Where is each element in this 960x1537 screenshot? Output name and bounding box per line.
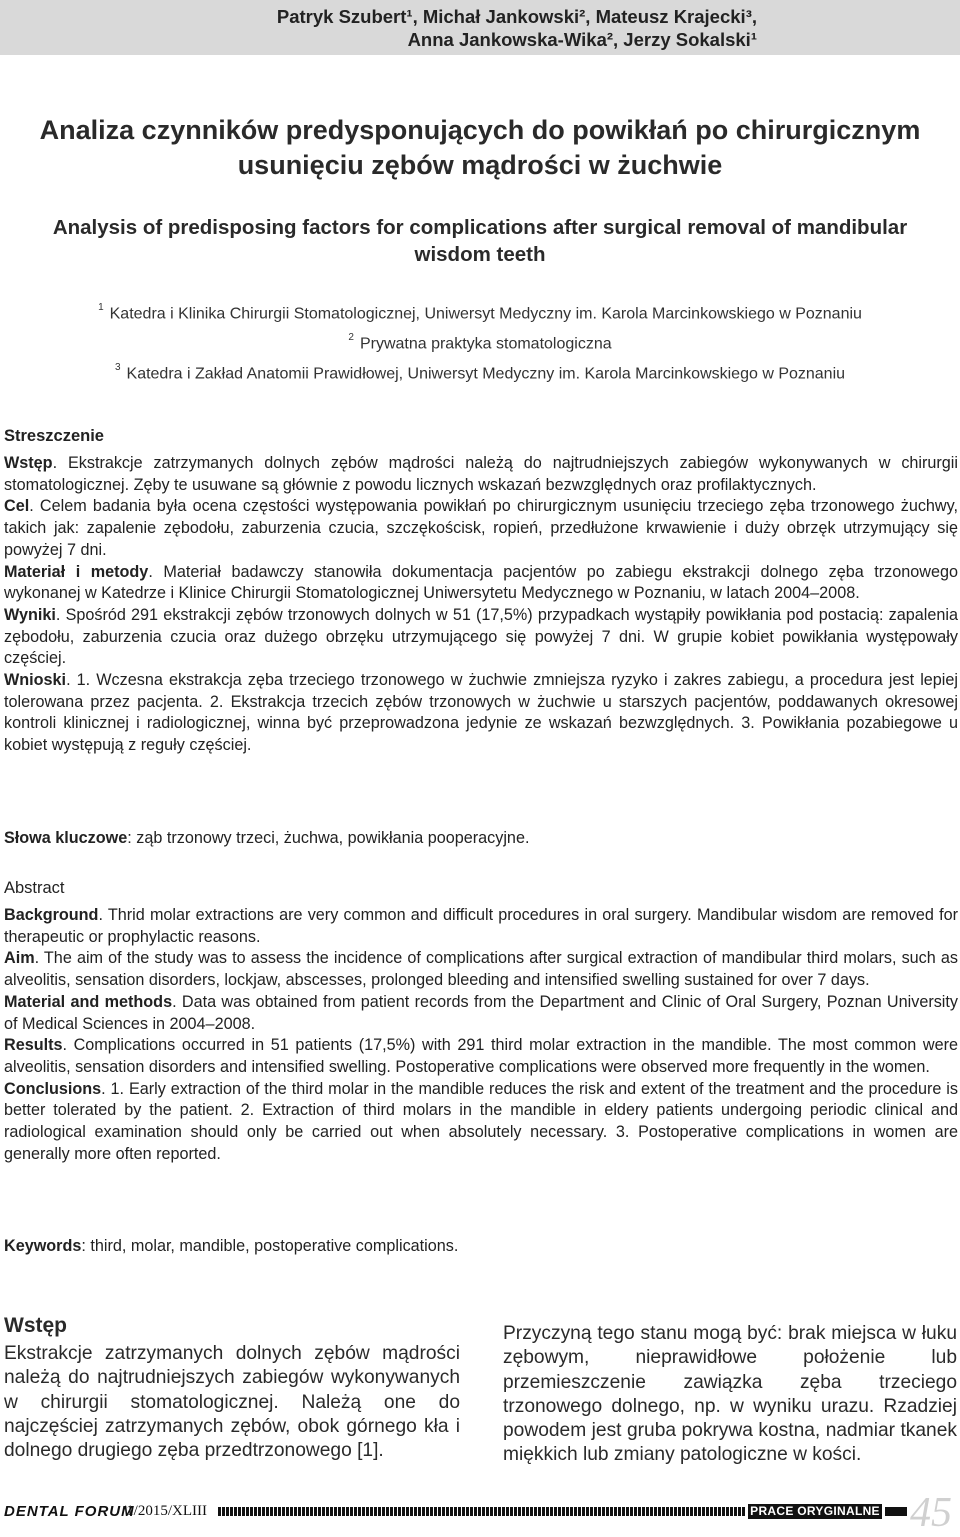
keywords-text: : third, molar, mandible, postoperative complications. — [81, 1237, 459, 1255]
affiliation-text: Katedra i Zakład Anatomii Prawidłowej, Uniwersyt Medyczny im. Karola Marcinkowskiego w Poznaniu — [126, 365, 846, 383]
body-left-paragraph: Ekstrakcje zatrzymanych dolnych zębów mądrości należą do najtrudniejszych zabiegów wykonywanych w chirurgii stomatologicznej. Należą one do najczęściej zatrzymanych zębów, obok górnego kła i dolnego drugiego zęba przedtrzonowego [1]. — [4, 1343, 460, 1462]
title-en-line-1: Analysis of predisposing factors for complications after surgical removal of mandibular — [52, 216, 908, 239]
affiliation-1 — [0, 300, 960, 324]
title-en-line-2: wisdom teeth — [414, 243, 546, 266]
text-wyniki: . Spośród 291 ekstrakcji zębów trzonowych dolnych w 51 (17,5%) przypadkach wystąpiły powikłania pod postacią: zapalenia zębodołu, zaburzenia czucia oraz dużego obrzęku utrzymującego się powyżej 7 dni. W grupie kobiet powikłania występowały częściej. — [4, 605, 958, 668]
streszczenie-wnioski — [4, 670, 958, 757]
footer-rule-right — [885, 1507, 907, 1516]
journal-issue: /1/2015/XLIII — [122, 1503, 207, 1519]
text-methods: . Data was obtained from patient records from the Department and Clinic of Oral Surgery, Poznan University of Medical Sciences in 2004–2008. — [4, 992, 958, 1033]
affiliation-text: Prywatna praktyka stomatologiczna — [359, 335, 612, 353]
streszczenie-heading: Streszczenie — [4, 427, 104, 445]
label-background: Background — [4, 906, 99, 924]
abstract-conclusions — [4, 1079, 958, 1166]
streszczenie-wstep — [4, 453, 958, 496]
section-label: PRACE ORYGINALNE — [748, 1504, 882, 1519]
affiliation-3 — [0, 360, 960, 384]
page-footer — [0, 1490, 960, 1536]
slowa-kluczowe-text: : ząb trzonowy trzeci, żuchwa, powikłania pooperacyjne. — [127, 829, 530, 847]
abstract-body — [4, 905, 958, 1165]
article-title-english — [0, 214, 960, 268]
title-pl-line-2: usunięciu zębów mądrości w żuchwie — [237, 150, 723, 180]
footer-rule — [218, 1507, 745, 1516]
streszczenie-material — [4, 562, 958, 605]
abstract-background — [4, 905, 958, 948]
label-conclusions: Conclusions — [4, 1079, 102, 1098]
streszczenie-wyniki — [4, 605, 958, 670]
affiliation-2 — [0, 330, 960, 354]
affiliation-number: 2 — [348, 332, 354, 343]
label-aim: Aim — [4, 949, 35, 968]
label-wstep: Wstęp — [4, 454, 53, 472]
text-conclusions: . 1. Early extraction of the third molar in the mandible reduces the risk and extent of the treatment and the procedure is better tolerated by the patient. 2. Extraction of third molars in the mandible in eldery patients undergoing periodic clinical and radiological examination should only be carried out when absolutely necessary. 3. Postoperative complications in women are generally more often reported. — [4, 1079, 958, 1163]
article-title-polish — [0, 113, 960, 183]
slowa-kluczowe — [4, 828, 958, 849]
body-right-paragraph: Przyczyną tego stanu mogą być: brak miejsca w łuku zębowym, nieprawidłowe położenie lub przemieszczenie zawiązka zęba trzeciego trzonowego dolnego, np. w wyniku urazu. Rzadziej powodem jest gruba pokrywa kostna, nadmiar tkanek miękkich lub zmiany patologiczne w kości. — [503, 1323, 957, 1466]
text-cel: . Celem badania była ocena częstości występowania powikłań po chirurgicznym usunięciu trzeciego zęba trzonowego żuchwy, takich jak: zapalenie zębodołu, zaburzenia czucia, szczękościsk, ropień, przedłużone krwawienie i duży obrzęk utrzymujący się powyżej 7 dni. — [4, 497, 958, 559]
label-wnioski: Wnioski — [4, 671, 67, 690]
author-line-1: Patryk Szubert¹, Michał Jankowski², Mateusz Krajecki³, — [276, 6, 757, 27]
page-number: 45 — [910, 1490, 952, 1536]
text-background: . Thrid molar extractions are very common and difficult procedures in oral surgery. Mandibular wisdom are removed for therapeutic or prophylactic reasons. — [4, 906, 958, 946]
text-results: . Complications occurred in 51 patients (17,5%) with 291 third molar extraction in the mandible. The most common were alveolitis, sensation disorders and intensified swelling. Postoperative complications were observed more frequently in the women. — [4, 1036, 958, 1076]
journal-name: DENTAL FORUM — [4, 1503, 135, 1520]
abstract-aim — [4, 948, 958, 991]
keywords-label: Keywords — [4, 1237, 82, 1255]
affiliation-text: Katedra i Klinika Chirurgii Stomatologicznej, Uniwersyt Medyczny im. Karola Marcinkowskiego w Poznaniu — [109, 305, 862, 323]
abstract-heading-text: Abstract — [4, 879, 65, 897]
label-cel: Cel — [4, 497, 30, 516]
abstract-heading — [4, 879, 65, 898]
affiliation-number: 3 — [114, 362, 121, 373]
abstract-results — [4, 1035, 958, 1078]
abstract-methods — [4, 992, 958, 1035]
slowa-kluczowe-label: Słowa kluczowe — [4, 829, 128, 847]
text-aim: . The aim of the study was to assess the incidence of complications after surgical extraction of mandibular third molars, such as alveolitis, sensation disorders, lockjaw, abscesses, prolonged bleeding and intensified swelling sustained for over 7 days. — [4, 949, 958, 990]
title-pl-line-1: Analiza czynników predysponujących do powikłań po chirurgicznym — [39, 115, 921, 145]
body-heading-wstep: Wstęp — [4, 1314, 67, 1337]
text-material: . Materiał badawczy stanowiła dokumentacja pacjentów po zabiegu ekstrakcji dolnego zęba trzonowego wykonanej w Katedrze i Klinice Chirurgii Stomatologicznej Uniwersytetu Medycznego w Poznaniu, w latach 2004–2008. — [4, 562, 958, 603]
body-column-right — [503, 1322, 957, 1468]
author-band — [0, 0, 960, 55]
label-material: Materiał i metody — [4, 562, 149, 581]
text-wnioski: . 1. Wczesna ekstrakcja zęba trzeciego trzonowego w żuchwie zmniejsza ryzyko i zakres zabiegu, a procedura jest lepiej tolerowana przez pacjenta. 2. Ekstrakcja trzecich zębów trzonowych w żuchwie u starszych pacjentów, poddawanych okresowej kontroli klinicznej i radiologicznej, winna być przeprowadzona jedynie ze wskazań bezwzględnych. 3. Powikłania pozabiegowe u kobiet występują z reguły częściej. — [4, 671, 958, 755]
body-column-left — [4, 1314, 460, 1463]
affiliation-number: 1 — [98, 302, 104, 313]
label-methods: Material and methods — [4, 992, 173, 1011]
label-wyniki: Wyniki — [4, 605, 56, 624]
keywords — [4, 1236, 958, 1257]
text-wstep: . Ekstrakcje zatrzymanych dolnych zębów mądrości należą do najtrudniejszych zabiegów wykonywanych w chirurgii stomatologicznej. Zęby te usuwane są głównie z powodu licznych wskazań bezwzględnych oraz profilaktycznych. — [4, 454, 958, 494]
author-line-2: Anna Jankowska-Wika², Jerzy Sokalski¹ — [407, 29, 757, 50]
streszczenie-body — [4, 453, 958, 757]
label-results: Results — [4, 1036, 63, 1055]
streszczenie-cel — [4, 496, 958, 561]
